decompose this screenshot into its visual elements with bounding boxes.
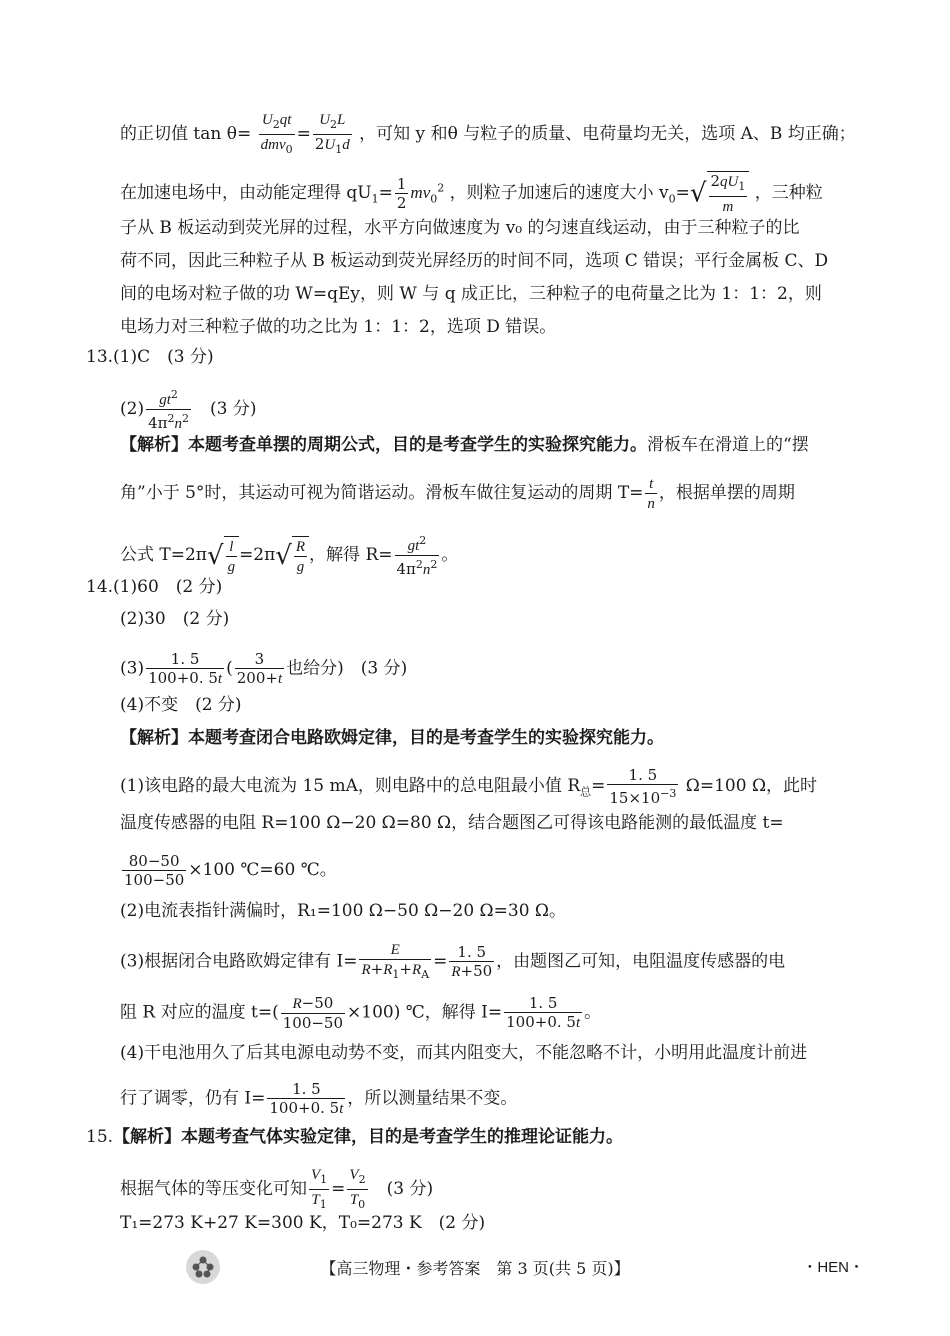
fraction: $\frac{gt^2}{4\pi^2n^2}$: [148, 388, 189, 432]
text-line: 子从 B 板运动到荧光屏的过程，水平方向做速度为 v₀ 的匀速直线运动，由于三种粒子的比: [120, 218, 800, 238]
question-14-answer-4: (4)不变 (2 分): [120, 695, 242, 715]
text-line: 在加速电场中，由动能定理得 $qU_1=$ $\frac{1}{2}$ $mv_0^2$ ，则粒子加速后的速度大小 $v_0=√$ $\frac{2qU_1}{m}$ ，三种粒: [120, 172, 823, 215]
fraction: $\frac{1. 5}{100+0. 5t}$: [148, 650, 223, 687]
text-line: 行了调零，仍有 I= $\frac{1. 5}{100+0. 5t}$ ，所以测量结果不变。: [120, 1080, 518, 1117]
fraction: $\frac{1. 5}{100+0. 5t}$: [269, 1080, 344, 1117]
fraction: $\frac{t}{n}$: [647, 476, 655, 512]
text-line: 荷不同，因此三种粒子从 B 板运动到荧光屏经历的时间不同，选项 C 错误；平行金属板 C、D: [120, 251, 829, 271]
question-15-analysis: 15.【解析】本题考查气体实验定律，目的是考查学生的推理论证能力。: [86, 1127, 624, 1147]
question-14-answer-2: (2)30 (2 分): [120, 609, 230, 629]
footer-code: ・HEN・: [802, 1259, 864, 1276]
question-13-analysis: 【解析】本题考查单摆的周期公式，目的是考查学生的实验探究能力。滑板车在滑道上的“摆: [120, 435, 809, 455]
text-line: 电场力对三种粒子做的功之比为 1：1：2，选项 D 错误。: [120, 317, 557, 337]
footer-title: 【高三物理・参考答案 第 3 页(共 5 页)】: [320, 1259, 630, 1278]
fraction: $\frac{gt^2}{4\pi^2n^2}$: [396, 534, 438, 578]
sqrt: √ $\frac{l}{g}$: [207, 536, 239, 576]
text-line: 阻 R 对应的温度 t=( $\frac{R-50}{100-50}$ ×100) ℃，解得 I= $\frac{1. 5}{100+0. 5t}$ 。: [120, 994, 602, 1032]
question-14-analysis: 【解析】本题考查闭合电路欧姆定律，目的是考查学生的实验探究能力。: [120, 728, 664, 748]
text-line: $\frac{80-50}{100-50}$ ×100 ℃=60 ℃。: [124, 852, 337, 889]
text-line: T₁=273 K+27 K=300 K，T₀=273 K (2 分): [120, 1213, 486, 1233]
fraction: $\frac{U_2qt}{dmv_0}$: [260, 112, 293, 156]
fraction: $\frac{V_1}{T_1}$: [311, 1167, 328, 1211]
text-line: 角”小于 5°时，其运动可视为简谐运动。滑板车做往复运动的周期 T= $\frac{t}{n}$ ，根据单摆的周期: [120, 476, 795, 512]
text-line: 根据气体的等压变化可知 $\frac{V_1}{T_1}$ = $\frac{V_2}{T_0}$ (3 分): [120, 1165, 870, 1214]
text-line: (1)该电路的最大电流为 15 mA，则电路中的总电阻最小值 $R_总=$ $\frac{1. 5}{15\times 10^{-3}}$ Ω=100 Ω，此时: [120, 766, 818, 807]
fraction: $\frac{V_2}{T_0}$: [349, 1167, 366, 1211]
question-13-answer-1: 13.(1)C (3 分): [86, 347, 214, 367]
text-line: 的正切值 tan θ= $\frac{U_2qt}{dmv_0}$ = $\frac{U_2L}{2U_1d}$ ，可知 y 和θ 与粒子的质量、电荷量均无关，选项 A、B 均正确；: [120, 110, 870, 159]
text-line: (4)干电池用久了后其电源电动势不变，而其内阻变大，不能忽略不计，小明用此温度计前进: [120, 1043, 808, 1063]
fraction: $\frac{80-50}{100-50}$: [124, 852, 185, 889]
sqrt: √ $\frac{2qU_1}{m}$: [690, 171, 749, 216]
fraction: $\frac{U_2L}{2U_1d}$: [314, 112, 350, 156]
question-14-answer-3: (3) $\frac{1. 5}{100+0. 5t}$ ( $\frac{3}{200+t}$ 也给分) (3 分): [120, 650, 408, 687]
fraction: $\frac{1. 5}{R+50}$: [451, 943, 493, 980]
fraction: $\frac{1. 5}{15\times 10^{-3}}$: [609, 766, 677, 807]
text-line: 间的电场对粒子做的功 W=qEy，则 W 与 q 成正比，三种粒子的电荷量之比为 1：1：2，则: [120, 284, 822, 304]
text-line: (3)根据闭合电路欧姆定律有 I= $\frac{E}{R+R_1+R_A}$ = $\frac{1. 5}{R+50}$ ，由题图乙可知，电阻温度传感器的电: [120, 940, 870, 984]
sqrt: √ $\frac{R}{g}$: [275, 536, 309, 576]
question-13-answer-2: (2) $\frac{gt^2}{4\pi^2n^2}$ (3 分): [120, 388, 257, 432]
fraction: $\frac{E}{R+R_1+R_A}$: [361, 942, 430, 981]
text-line: 公式 T=2π√ $\frac{l}{g}$ =2π√ $\frac{R}{g}$ ，解得 R= $\frac{gt^2}{4\pi^2n^2}$ 。: [120, 534, 459, 578]
text-line: 温度传感器的电阻 R=100 Ω−20 Ω=80 Ω，结合题图乙可得该电路能测的最低温度 t=: [120, 813, 784, 833]
fraction: $\frac{1}{2}$: [396, 175, 407, 212]
text-line: (2)电流表指针满偏时，R₁=100 Ω−50 Ω−20 Ω=30 Ω。: [120, 901, 567, 921]
fraction: $\frac{R-50}{100-50}$: [282, 994, 344, 1032]
fraction: $\frac{1. 5}{100+0. 5t}$: [506, 994, 581, 1031]
question-14-answer-1: 14.(1)60 (2 分): [86, 577, 223, 597]
fraction: $\frac{3}{200+t}$: [236, 650, 283, 687]
page-footer: [0, 1250, 950, 1280]
